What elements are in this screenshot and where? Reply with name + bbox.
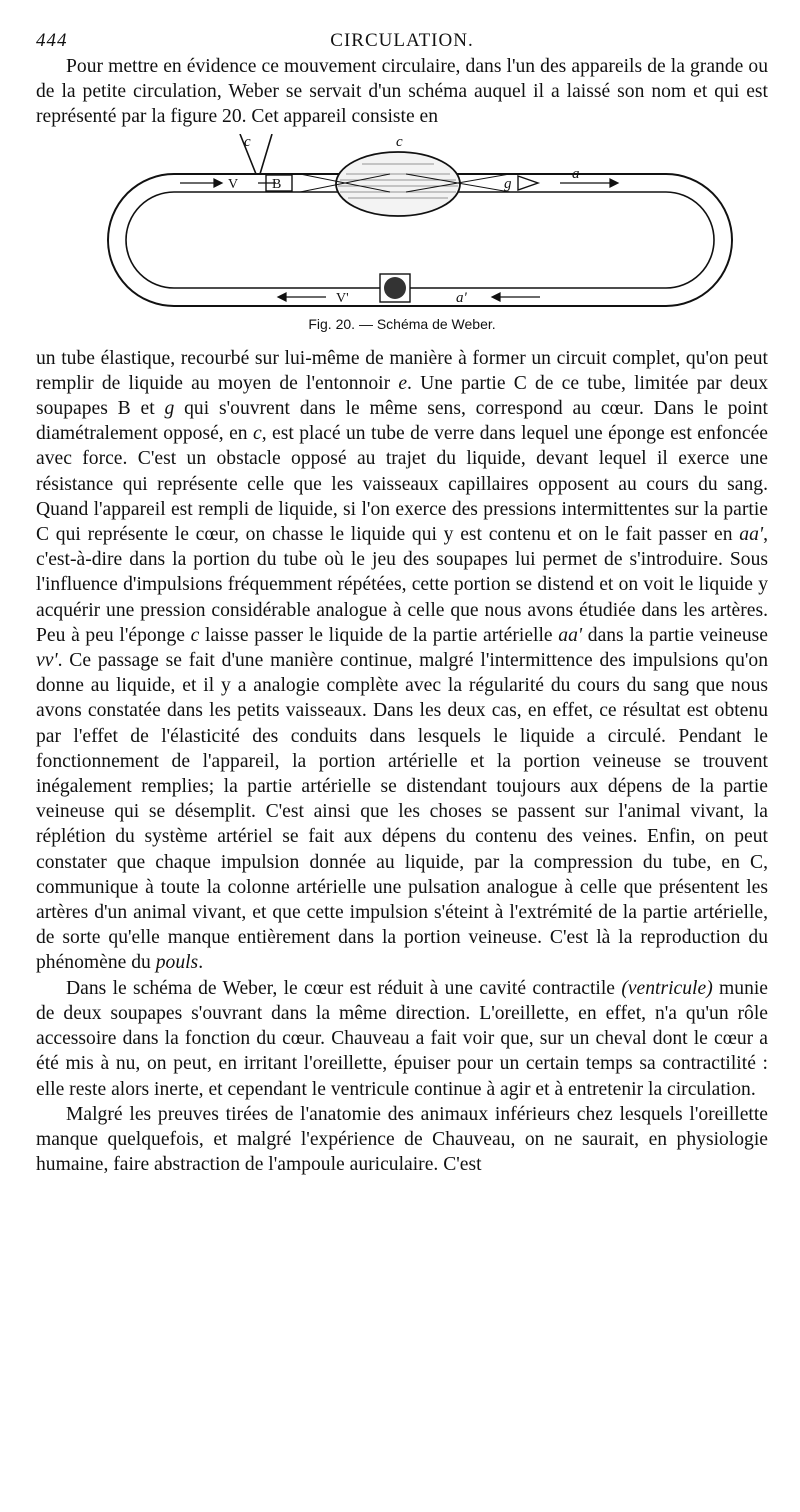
paragraph-intro: Pour mettre en évidence ce mouvement circulaire, dans l'un des appareils de la grande ou de la petite circulation, Weber se servait d'un schéma auquel il a laissé son nom et qui est représenté par la figure 20. Cet appareil consiste en: [36, 56, 768, 128]
label-g: g: [504, 175, 512, 192]
paragraph-auricle: Malgré les preuves tirées de l'anatomie des animaux inférieurs chez lesquels l'oreillette manque quelquefois, et malgré l'expérience de Chauveau, on ne saurait, en physiologie humaine, faire abstraction de l'ampoule auriculaire. C'est: [36, 1103, 768, 1176]
text-run: munie de deux soupapes s'ouvrant dans la même direction. L'oreillette, en effet, n'a qu'un rôle accessoire dans la fonction du cœur. Chauveau a fait voir que, sur un cheval dont le cœur a été mis à nu, on peut, en irritant l'oreillette, épuiser pour un certain temps sa contractilité : elle reste alors inerte, et cependant le ventricule continue à agir et à entretenir la circulation.: [36, 977, 769, 1100]
label-B: B: [272, 176, 282, 192]
weber-schema-diagram: [90, 134, 750, 309]
text-run: .: [198, 952, 204, 974]
italic-ventricule: (ventricule): [621, 977, 713, 999]
italic-c: c: [253, 423, 262, 445]
text-run: . Ce passage se fait d'une manière continue, malgré l'intermittence des impulsions qu'on donne au liquide, et il y a analogie complète avec la régularité du cours du sang que nous avons constatée dans les petits vaisseaux. Dans les deux cas, en effet, ce résultat est obtenu par l'effet de l'élasticité des conduits dans lesquels le liquide a circulé. Pendant le fonctionnement de l'appareil, la portion artérielle et la portion veineuse se trouvent inégalement remplies; la partie artérielle se distendant toujours aux dépens de la partie veineuse qui se désemplit. C'est ainsi que les choses se passent sur l'animal vivant, la réplétion du système artériel se fait aux dépens du contenu des veines. Enfin, on peut constater que chaque impulsion donnée au liquide, par la compression du tube, en C, communique à toute la colonne artérielle une pulsation analogue à celle que présentent les artères d'un animal vivant, et que cette impulsion s'éteint à l'extrémité de la partie artérielle, de sorte qu'elle manque entièrement dans la portion veineuse. C'est là la reproduction du phénomène du: [36, 650, 768, 974]
running-title: CIRCULATION.: [330, 30, 474, 51]
italic-vv: vv': [36, 650, 58, 672]
valve-g: [518, 176, 538, 190]
italic-aa: aa': [558, 624, 583, 646]
italic-g: g: [164, 398, 175, 420]
text-run: laisse passer le liquide de la partie artérielle: [199, 624, 559, 646]
heart-bulb: [336, 152, 460, 216]
text-run: un tube élastique, recourbé sur lui-même de manière à former un circuit complet, qu'on peut remplir de liquide au moyen de l'entonnoir: [36, 347, 768, 394]
paragraph-ventricle: [36, 976, 768, 1102]
text-run: Dans le schéma de Weber, le cœur est réduit à une cavité contractile: [66, 977, 622, 999]
running-header: [36, 22, 768, 54]
sponge: [384, 277, 406, 299]
italic-c: c: [190, 624, 200, 646]
page: [36, 22, 768, 1177]
text-run: , c'est-à-dire dans la portion du tube où le jeu des soupapes lui permet de s'introduire. Sous l'influence d'impulsions fréquemment répétées, cette portion se distend et on voit le liquide y acquérir une pression considérable analogue à celle que nous avons étudiée dans les artères. Peu à peu l'éponge: [36, 524, 768, 646]
text-run: . Une partie C de ce tube, limitée par deux soupapes B et: [36, 372, 768, 420]
label-a-prime: a': [456, 289, 467, 306]
figure-caption: Fig. 20. — Schéma de Weber.: [308, 315, 496, 332]
italic-aa: aa': [739, 524, 764, 546]
label-a: a: [572, 165, 580, 182]
paragraph-tube-description: [36, 346, 768, 976]
text-run: , est placé un tube de verre dans lequel une éponge est enfoncée avec force. C'est un obstacle opposé au trajet du liquide, devant lequel il exerce une résistance qui représente celle que les vaisseaux capillaires opposent au cours du sang. Quand l'appareil est rempli de liquide, si l'on exerce des pressions intermittentes sur la partie C qui représente le cœur, on chasse le liquide qui y est contenu et on le fait passer en: [36, 423, 768, 546]
label-c-top: c: [396, 133, 403, 150]
label-V-prime: V': [336, 290, 349, 306]
label-V: V: [228, 176, 239, 192]
text-run: qui s'ouvrent dans le même sens, correspond au cœur. Dans le point diamétralement opposé, en: [36, 398, 768, 445]
label-c-funnel: c: [244, 133, 251, 150]
figure-weber-schema: [36, 134, 768, 346]
page-number: 444: [36, 30, 68, 51]
italic-e: e: [398, 372, 408, 394]
italic-pouls: pouls: [155, 952, 199, 974]
text-run: dans la partie veineuse: [582, 624, 768, 646]
